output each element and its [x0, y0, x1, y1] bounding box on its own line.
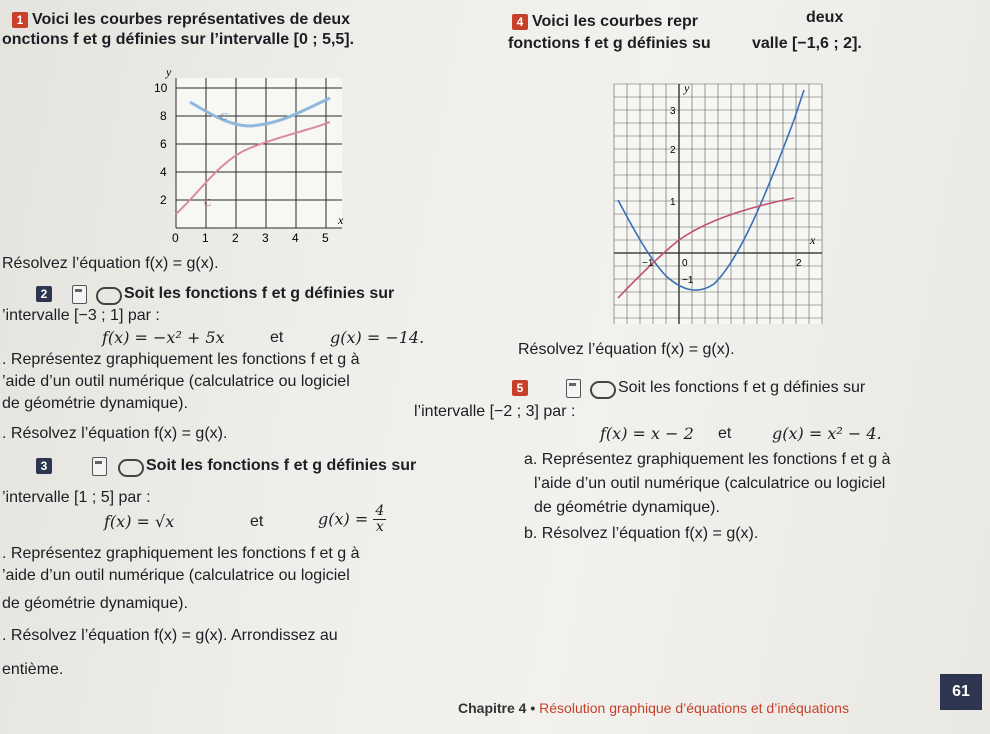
exercise-4-question: Résolvez l’équation f(x) = g(x).	[518, 341, 735, 358]
graph-4-x-tick: −1	[642, 258, 654, 269]
graph-1-y-label: y	[166, 65, 172, 79]
exercise-3-connector: et	[250, 513, 264, 530]
graph-4-y-tick: 1	[670, 197, 676, 208]
graph-4-x-tick: 0	[682, 258, 688, 269]
graph-4-y-tick: 3	[670, 106, 676, 117]
exercise-4-number: 4	[512, 14, 528, 30]
exercise-5-interval: l’intervalle [−2 ; 3] par :	[414, 403, 576, 420]
exercise-1-line1: Voici les courbes représentatives de deux	[32, 11, 351, 28]
graph-1-y-tick: 6	[160, 137, 167, 151]
graph-4-x-tick: 2	[796, 258, 802, 269]
exercise-3-part-a-line1: . Représentez graphiquement les fonctions f et g à	[2, 545, 360, 562]
exercise-3-part-a-line2: ’aide d’un outil numérique (calculatrice ou logiciel	[2, 567, 350, 584]
graph-1-area	[176, 78, 342, 228]
exercise-5-part-a-line3: de géométrie dynamique).	[534, 499, 720, 516]
calculator-icon	[566, 379, 581, 398]
exercise-3-interval: ’intervalle [1 ; 5] par :	[2, 489, 151, 506]
graph-4-y-label: y	[684, 81, 690, 95]
graph-4-y-tick: 2	[670, 145, 676, 156]
exercise-1-line2: onctions f et g définies sur l’intervalle [0 ; 5,5].	[2, 31, 355, 48]
exercise-2-part-b: . Résolvez l’équation f(x) = g(x).	[2, 425, 228, 442]
page-number: 61	[940, 674, 982, 710]
exercise-3-f-def: f(x) = √x	[104, 512, 175, 531]
exercise-2-interval: ’intervalle [−3 ; 1] par :	[2, 307, 160, 324]
exercise-3-g-lhs: g(x) =	[318, 509, 369, 529]
graph-1-x-label: x	[338, 213, 344, 227]
exercise-5-f-def: f(x) = x − 2	[600, 424, 694, 443]
graph-4-y-tick: −1	[682, 275, 694, 286]
graph-1-x-tick: 3	[262, 231, 269, 245]
exercise-3-g-fraction	[373, 504, 386, 535]
exercise-4-line1: Voici les courbes repr	[532, 13, 698, 30]
graph-1-x-tick: 4	[292, 231, 299, 245]
exercise-3-part-a-line3: de géométrie dynamique).	[2, 595, 188, 612]
exercise-1-question: Résolvez l’équation f(x) = g(x).	[2, 255, 219, 272]
exercise-3-number: 3	[36, 458, 52, 474]
graph-1-y-tick: 10	[154, 81, 168, 95]
exercise-1-graph	[150, 64, 350, 250]
exercise-2-number: 2	[36, 286, 52, 302]
exercise-5-intro: Soit les fonctions f et g définies sur	[618, 379, 866, 396]
graph-1-x-tick: 0	[172, 231, 179, 245]
exercise-4-line1-end: deux	[806, 9, 844, 26]
exercise-3-intro: Soit les fonctions f et g définies sur	[146, 457, 417, 474]
software-icon	[590, 381, 616, 399]
page-footer	[458, 700, 849, 716]
graph-1-x-tick: 5	[322, 231, 329, 245]
exercise-5-number: 5	[512, 380, 528, 396]
curve-g-label: C	[220, 111, 228, 123]
exercise-2-intro: Soit les fonctions f et g définies sur	[124, 285, 395, 302]
exercise-4-line2-end: valle [−1,6 ; 2].	[752, 35, 862, 52]
exercise-2-g-def: g(x) = −14.	[330, 328, 425, 347]
graph-4-x-label: x	[810, 233, 816, 247]
graph-1-y-tick: 2	[160, 193, 167, 207]
exercise-5-part-a-line1: a. Représentez graphiquement les fonctions f et g à	[524, 451, 891, 468]
graph-1-y-tick: 4	[160, 165, 167, 179]
exercise-5-connector: et	[718, 425, 732, 442]
exercise-2-part-a-line3: de géométrie dynamique).	[2, 395, 188, 412]
exercise-4-line2: fonctions f et g définies su	[508, 35, 711, 52]
calculator-icon	[72, 285, 87, 304]
exercise-5-part-a-line2: l’aide d’un outil numérique (calculatrice ou logiciel	[534, 475, 886, 492]
software-icon	[96, 287, 122, 305]
exercise-4-graph	[604, 80, 826, 330]
exercise-1-number: 1	[12, 12, 28, 28]
exercise-3-g-def	[318, 504, 386, 538]
footer-chapter: Chapitre 4 •	[458, 700, 536, 716]
exercise-2-f-def: f(x) = −x² + 5x	[102, 328, 225, 347]
fraction-denominator: x	[375, 519, 384, 535]
footer-title: Résolution graphique d’équations et d’inéquations	[539, 700, 849, 716]
exercise-2-connector: et	[270, 329, 284, 346]
software-icon	[118, 459, 144, 477]
exercise-5-part-b: b. Résolvez l’équation f(x) = g(x).	[524, 525, 759, 542]
exercise-2-part-a-line2: ’aide d’un outil numérique (calculatrice ou logiciel	[2, 373, 350, 390]
calculator-icon	[92, 457, 107, 476]
exercise-5-g-def: g(x) = x² − 4.	[772, 424, 882, 443]
exercise-2-part-a-line1: . Représentez graphiquement les fonctions f et g à	[2, 351, 360, 368]
curve-f-label: C	[204, 197, 212, 209]
exercise-3-part-b-line1: . Résolvez l’équation f(x) = g(x). Arrondissez au	[2, 627, 338, 644]
graph-1-x-tick: 2	[232, 231, 239, 245]
fraction-numerator: 4	[375, 503, 385, 519]
exercise-3-part-b-line2: entième.	[2, 661, 64, 678]
graph-1-y-tick: 8	[160, 109, 167, 123]
graph-1-x-tick: 1	[202, 231, 209, 245]
